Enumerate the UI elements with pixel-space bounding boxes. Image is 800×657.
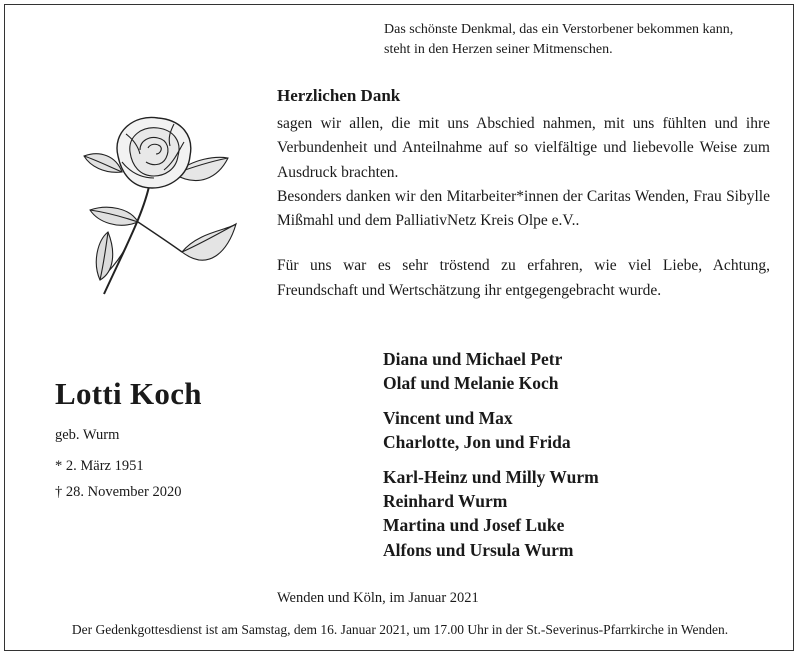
family-line: Alfons und Ursula Wurm [383,539,574,560]
rose-illustration-icon [78,112,238,302]
thanks-paragraph-2: Besonders danken wir den Mitarbeiter*innen der Caritas Wenden, Frau Sibylle Mißmahl und dem PalliativNetz Kreis Olpe e.V.. [277,187,770,230]
thanks-heading: Herzlichen Dank [277,86,401,105]
family-line: Charlotte, Jon und Frida [383,432,571,453]
deceased-name: Lotti Koch [55,376,202,411]
family-signatures [383,347,599,572]
thanks-section [277,82,770,303]
paragraph-spacer [277,233,770,254]
family-line: Diana und Michael Petr [383,349,563,369]
thanks-paragraph-3: Für uns war es sehr tröstend zu erfahren, wie viel Liebe, Achtung, Freundschaft und Wertschätzung ihr entgegengebracht wurde. [277,257,770,299]
family-group-3 [383,465,599,563]
place-date: Wenden und Köln, im Januar 2021 [277,590,479,606]
family-line: Martina und Josef Luke [383,515,565,536]
family-line: Vincent und Max [383,407,513,428]
family-line: Karl-Heinz und Milly Wurm [383,466,599,487]
family-line: Reinhard Wurm [383,491,508,512]
birth-name: geb. Wurm [55,427,120,443]
birth-date: * 2. März 1951 [55,458,144,474]
memorial-service-note: Der Gedenkgottesdienst ist am Samstag, dem 16. Januar 2021, um 17.00 Uhr in der St.-Severinus-Pfarrkirche in Wenden. [71,622,729,637]
death-date: † 28. November 2020 [55,484,182,500]
quote-line-1: Das schönste Denkmal, das ein Verstorbener bekommen kann, [384,22,734,37]
memorial-quote [384,20,784,60]
quote-line-2: steht in den Herzen seiner Mitmenschen. [384,42,613,57]
family-group-2 [383,406,599,455]
family-line: Olaf und Melanie Koch [383,373,559,394]
thanks-paragraph-1: sagen wir allen, die mit uns Abschied nahmen, mit uns fühlten und ihre Verbundenheit und Anteilnahme auf so vielfältige und liebevolle Weise zum Ausdruck brachten. [277,115,770,181]
family-group-1 [383,347,599,396]
